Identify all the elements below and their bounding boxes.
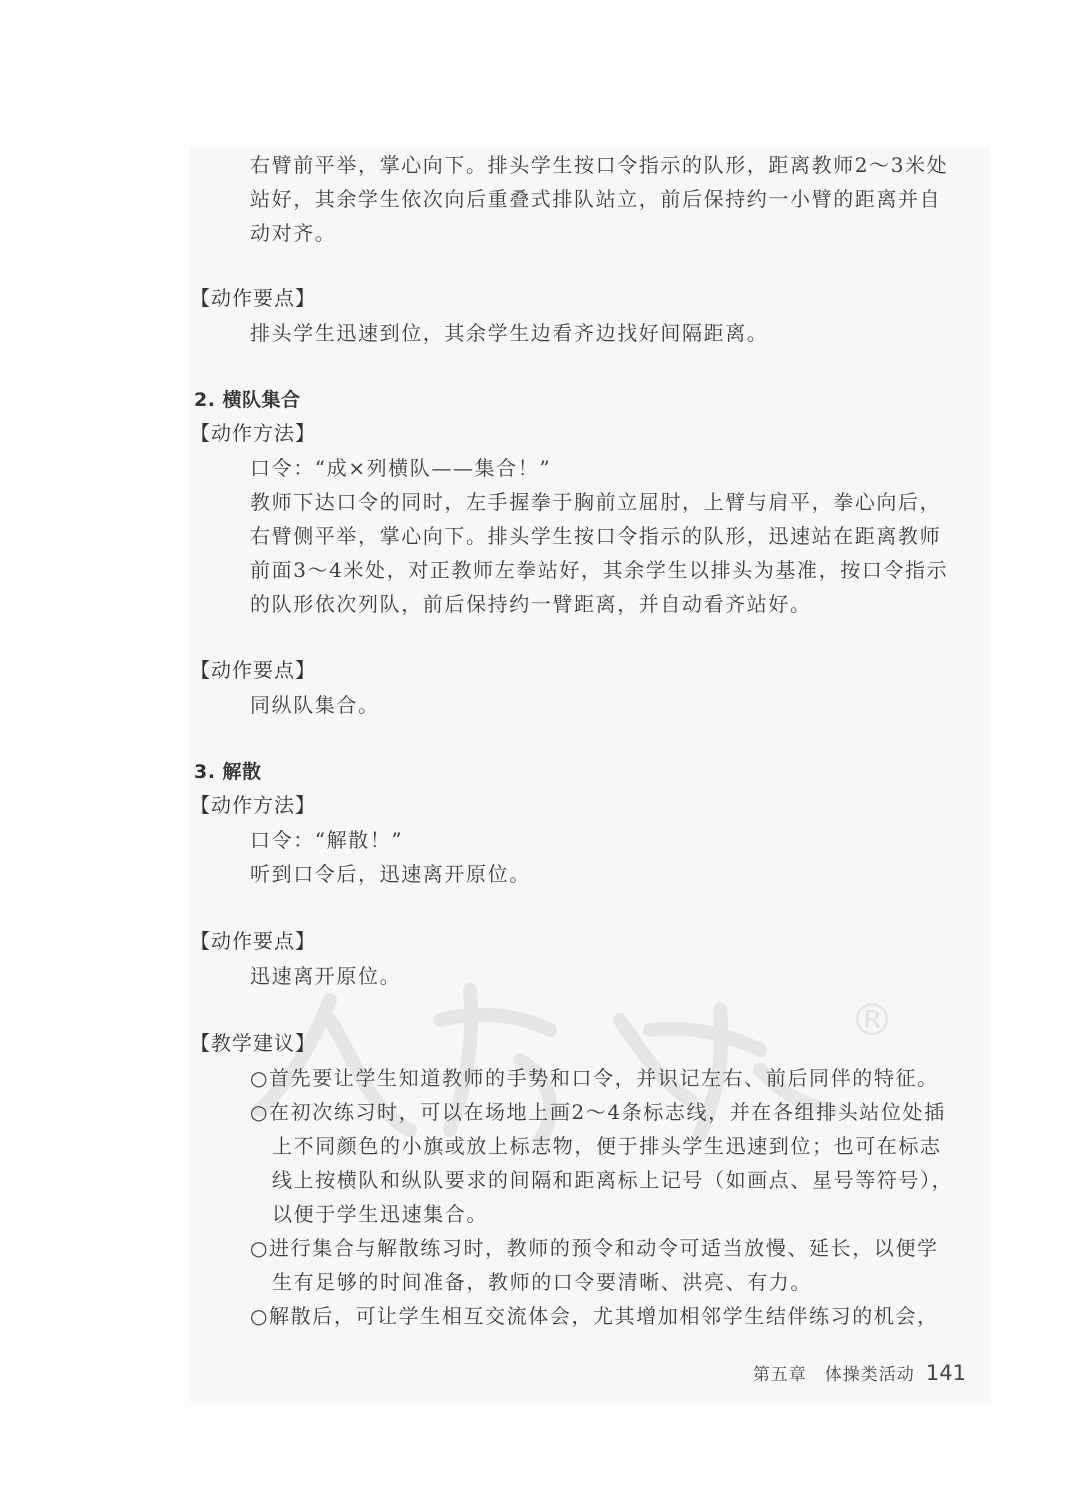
page-footer [753,1360,966,1385]
key-points-text: 排头学生迅速到位，其余学生边看齐边找好间隔距离。 [250,321,769,345]
suggestion-line: ○在初次练习时，可以在场地上画2～4条标志线，并在各组排头站位处插 [250,1100,946,1124]
paragraph-line: 教师下达口令的同时，左手握拳于胸前立屈肘，上臂与肩平，拳心向后， [250,490,942,514]
suggestion-line: ○首先要让学生知道教师的手势和口令，并识记左右、前后同伴的特征。 [250,1066,939,1090]
suggestion-line: ○进行集合与解散练习时，教师的预令和动令可适当放慢、延长，以便学 [250,1236,939,1260]
page-number: 141 [925,1361,966,1385]
key-points-label: 【动作要点】 [190,929,316,953]
key-points-text: 同纵队集合。 [250,693,380,717]
paragraph-line: 右臂前平举，掌心向下。排头学生按口令指示的队形，距离教师2～3米处 [250,153,949,177]
section-heading: 2. 横队集合 [194,389,301,411]
paragraph-line: 右臂侧平举，掌心向下。排头学生按口令指示的队形，迅速站在距离教师 [250,524,942,548]
command-text: 口令：“成×列横队——集合！” [250,456,552,480]
key-points-label: 【动作要点】 [190,658,316,682]
paragraph-line: 听到口令后，迅速离开原位。 [250,862,531,886]
paragraph-line: 前面3～4米处，对正教师左拳站好，其余学生以排头为基准，按口令指示 [250,558,949,582]
suggestion-line: 以便于学生迅速集合。 [272,1202,488,1226]
key-points-text: 迅速离开原位。 [250,964,402,988]
suggestion-line: ○解散后，可让学生相互交流体会，尤其增加相邻学生结伴练习的机会， [250,1304,939,1328]
paragraph-line: 动对齐。 [250,221,337,245]
paragraph-line: 的队形依次列队，前后保持约一臂距离，并自动看齐站好。 [250,592,812,616]
chapter-title: 第五章 体操类活动 [752,1365,915,1385]
suggestion-line: 上不同颜色的小旗或放上标志物，便于排头学生迅速到位；也可在标志 [272,1134,942,1158]
suggestion-line: 线上按横队和纵队要求的间隔和距离标上记号（如画点、星号等符号）， [272,1168,954,1192]
suggestion-line: 生有足够的时间准备，教师的口令要清晰、洪亮、有力。 [272,1270,812,1294]
section-heading: 3. 解散 [194,761,262,783]
method-label: 【动作方法】 [190,793,316,817]
key-points-label: 【动作要点】 [190,286,316,310]
method-label: 【动作方法】 [190,421,316,445]
command-text: 口令：“解散！” [250,828,404,852]
svg-text:®: ® [850,995,894,1046]
paragraph-line: 站好，其余学生依次向后重叠式排队站立，前后保持约一小臂的距离并自 [250,187,942,211]
teaching-label: 【教学建议】 [190,1031,316,1055]
